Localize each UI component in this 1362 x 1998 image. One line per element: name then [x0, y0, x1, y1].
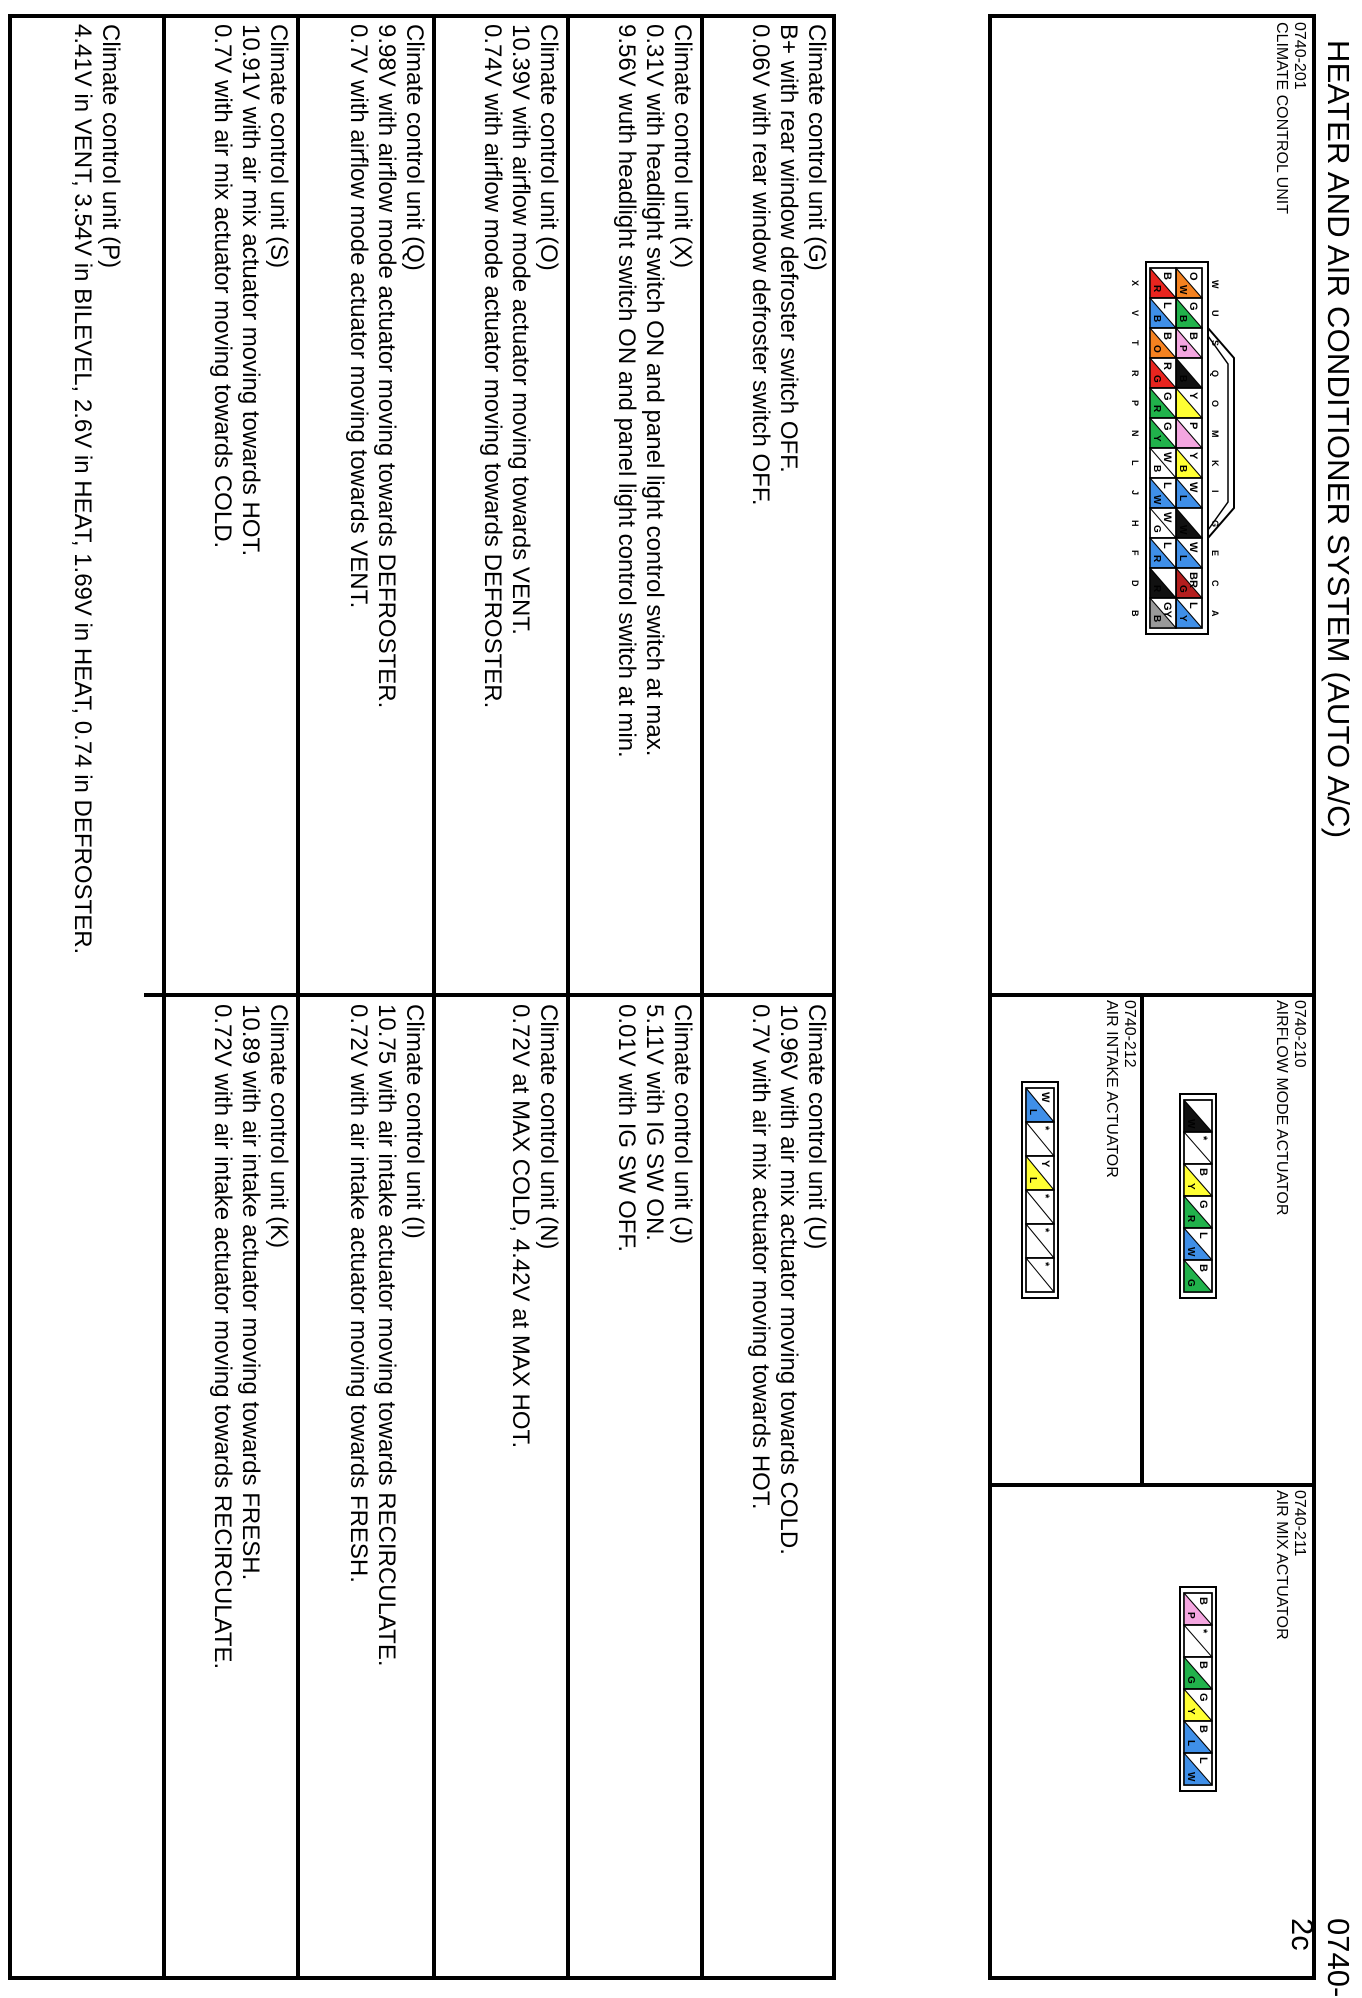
pin-wire-code: L	[1161, 542, 1173, 549]
intake-connector-id: 0740-212	[1121, 1000, 1138, 1068]
airflow-connector-pin	[1184, 1132, 1212, 1164]
pin-letter: L	[1130, 460, 1140, 466]
pin-wire-code: B	[1187, 512, 1199, 520]
ccu-pin	[1176, 478, 1202, 508]
pin-wire-code: G	[1197, 1200, 1209, 1209]
airflow-connector-pin	[1184, 1196, 1212, 1228]
ccu-pin	[1150, 388, 1176, 418]
airmix-connector-pin	[1184, 1721, 1212, 1753]
pin-wire-code: W	[1161, 512, 1173, 523]
note-line: 0.7V with airflow mode actuator moving towards VENT.	[345, 24, 372, 609]
pin-wire-code: *	[1039, 1126, 1051, 1131]
pin-wire-sub: P	[1185, 1612, 1196, 1619]
note-line: 0.72V with air intake actuator moving towards RECIRCULATE.	[209, 1004, 236, 1670]
pin-wire-sub: B	[1151, 315, 1162, 323]
pin-letter: C	[1210, 580, 1220, 587]
note-line: 0.7V with air mix actuator moving towards COLD.	[209, 24, 236, 549]
note-line: Climate control unit (G)	[803, 24, 830, 271]
note-line: 5.11V with IG SW ON.	[641, 1004, 668, 1241]
note-line: 0.72V at MAX COLD, 4.42V at MAX HOT.	[507, 1004, 534, 1449]
intake-connector-pin	[1026, 1156, 1054, 1190]
intake-connector-pin	[1026, 1190, 1054, 1224]
pin-letter: J	[1130, 490, 1140, 496]
pin-wire-code: B	[1197, 1725, 1209, 1733]
airmix-connector-pin	[1184, 1625, 1212, 1657]
note-line: Climate control unit (P)	[97, 24, 124, 269]
pin-wire-code: B	[1161, 332, 1173, 340]
note-line: 9.56V wuth headlight switch ON and panel light control switch at min.	[613, 24, 640, 758]
pin-wire-sub: O	[1151, 345, 1162, 353]
pin-wire-code: P	[1187, 422, 1199, 430]
ccu-pin	[1176, 508, 1202, 538]
pin-wire-sub: P	[1177, 345, 1188, 352]
pin-wire-code: L	[1187, 602, 1199, 609]
note-line: 10.91V with air mix actuator moving towards HOT.	[237, 24, 264, 557]
note-line: 10.96V with air mix actuator moving towards COLD.	[775, 1004, 802, 1555]
airflow-connector-pin	[1184, 1228, 1212, 1260]
ccu-pin	[1176, 598, 1202, 628]
ccu-pin	[1176, 298, 1202, 328]
notes-divider	[144, 993, 836, 997]
ccu-pin	[1150, 538, 1176, 568]
ccu-pin	[1150, 268, 1176, 298]
note-line: Climate control unit (K)	[265, 1004, 292, 1249]
pin-wire-code: G	[1187, 302, 1199, 311]
ccu-connector	[1130, 262, 1234, 634]
pin-letter: X	[1130, 280, 1140, 287]
pin-wire-code: B	[1161, 272, 1173, 280]
pin-wire-code: B	[1197, 1597, 1209, 1605]
airflow-connector-pin	[1184, 1164, 1212, 1196]
note-line: Climate control unit (Q)	[401, 24, 428, 271]
ccu-connector-id: 0740-201	[1291, 22, 1308, 90]
pin-wire-code: G	[1161, 392, 1173, 401]
airflow-connector-id: 0740-210	[1291, 1000, 1308, 1068]
pin-wire-sub: Y	[1185, 1183, 1196, 1190]
ccu-pin	[1150, 418, 1176, 448]
pin-wire-code: B	[1197, 1168, 1209, 1176]
pin-wire-code: L	[1161, 482, 1173, 489]
note-line: 0.72V with air intake actuator moving towards FRESH.	[345, 1004, 372, 1583]
pin-wire-code: G	[1161, 422, 1173, 431]
note-left-5	[208, 24, 292, 556]
notes-row-divider	[566, 14, 570, 1980]
ccu-pin	[1176, 448, 1202, 478]
note-line: Climate control unit (N)	[535, 1004, 562, 1250]
pin-letter: O	[1210, 400, 1220, 408]
pin-wire-sub: G	[1185, 1279, 1196, 1287]
pin-letter: D	[1130, 580, 1140, 587]
pin-wire-sub: L	[1177, 495, 1188, 502]
ccu-pin	[1176, 268, 1202, 298]
pin-wire-sub: W	[1151, 495, 1162, 505]
pin-wire-code: *	[1039, 1194, 1051, 1199]
note-line: 0.7V with air mix actuator moving towards HOT.	[747, 1004, 774, 1510]
note-line: Climate control unit (O)	[535, 24, 562, 271]
pin-letter: U	[1210, 310, 1220, 317]
pin-wire-code: B	[1161, 572, 1173, 580]
pin-letter: Q	[1210, 370, 1220, 378]
pin-wire-code: B	[1197, 1104, 1209, 1112]
note-line: Climate control unit (J)	[669, 1004, 696, 1245]
note-line: Climate control unit (I)	[401, 1004, 428, 1239]
ccu-pin	[1150, 598, 1176, 628]
pin-letter: K	[1210, 460, 1220, 467]
note-left-2	[612, 24, 696, 758]
pin-wire-sub: W	[1185, 1247, 1196, 1257]
pin-wire-sub: B	[1151, 615, 1162, 623]
ccu-pin	[1176, 538, 1202, 568]
pin-wire-code: O	[1187, 272, 1199, 281]
ccu-pin	[1176, 418, 1202, 448]
pin-wire-sub: L	[1185, 1740, 1196, 1747]
pin-wire-sub: L	[1177, 555, 1188, 562]
pin-letter: F	[1130, 550, 1140, 556]
note-line: 0.74V with airflow mode actuator moving towards DEFROSTER.	[479, 24, 506, 709]
pin-letter: T	[1130, 340, 1140, 346]
pin-wire-sub: G	[1151, 525, 1162, 533]
pin-letter: R	[1130, 370, 1140, 377]
pin-wire-sub: R	[1151, 285, 1162, 293]
pin-letter: V	[1130, 310, 1140, 317]
airmix-connector-pin	[1184, 1753, 1212, 1785]
pin-wire-sub: W	[1185, 1119, 1196, 1129]
note-line: 10.75 with air intake actuator moving towards RECIRCULATE.	[373, 1004, 400, 1667]
notes-row-divider	[162, 14, 166, 1980]
pin-wire-code: W	[1187, 482, 1199, 493]
pin-letter: A	[1210, 610, 1220, 617]
ccu-pin	[1176, 388, 1202, 418]
ccu-pin	[1176, 328, 1202, 358]
note-bottom	[68, 24, 124, 954]
pin-wire-sub: R	[1151, 585, 1162, 593]
pin-wire-code: *	[1039, 1228, 1051, 1233]
pin-wire-sub: G	[1151, 375, 1162, 383]
airmix-connector-pin	[1184, 1657, 1212, 1689]
pin-letter: B	[1130, 610, 1140, 617]
note-line: 9.98V with airflow mode actuator moving towards DEFROSTER.	[373, 24, 400, 709]
note-line: 10.39V with airflow mode actuator moving towards VENT.	[507, 24, 534, 635]
pin-letter: I	[1210, 490, 1220, 493]
note-left-3	[478, 24, 562, 708]
ccu-pin	[1150, 568, 1176, 598]
airmix-connector-pin	[1184, 1593, 1212, 1625]
intake-connector-name: AIR INTAKE ACTUATOR	[1103, 1000, 1120, 1178]
pin-wire-sub: B	[1177, 465, 1188, 473]
intake-connector-pin	[1026, 1258, 1054, 1292]
ccu-pin	[1150, 298, 1176, 328]
intake-connector-pin	[1026, 1224, 1054, 1258]
pin-letter: S	[1210, 340, 1220, 347]
ccu-pin	[1150, 328, 1176, 358]
pin-wire-code: Y	[1039, 1160, 1051, 1168]
pin-wire-code: L	[1161, 302, 1173, 309]
airmix-connector-name: AIR MIX ACTUATOR	[1273, 1490, 1290, 1640]
note-line: Climate control unit (U)	[803, 1004, 830, 1250]
pin-wire-code: W	[1187, 542, 1199, 553]
note-line: 10.89 with air intake actuator moving towards FRESH.	[237, 1004, 264, 1581]
pin-letter: E	[1210, 550, 1220, 557]
ccu-pin	[1150, 358, 1176, 388]
ccu-pin	[1176, 358, 1202, 388]
note-right-5	[208, 1004, 292, 1669]
pin-wire-sub: W	[1185, 1772, 1196, 1782]
pin-wire-sub: W	[1177, 525, 1188, 535]
note-line: 0.01V with IG SW OFF.	[613, 1004, 640, 1253]
ccu-connector-name: CLIMATE CONTROL UNIT	[1273, 22, 1290, 215]
pin-wire-sub: L	[1027, 1109, 1038, 1116]
notes-row-divider	[296, 14, 300, 1980]
pin-wire-code: L	[1197, 1757, 1209, 1764]
note-right-2	[612, 1004, 696, 1252]
note-right-4	[344, 1004, 428, 1667]
note-line: 0.31V with headlight switch ON and panel light control switch at max.	[641, 24, 668, 757]
note-line: Climate control unit (X)	[669, 24, 696, 269]
page-number: 0740-2c	[1285, 1918, 1356, 1998]
pin-wire-code: W	[1187, 362, 1199, 373]
ccu-pin	[1176, 568, 1202, 598]
intake-connector-pin	[1026, 1122, 1054, 1156]
intake-connector	[1022, 1082, 1058, 1298]
pin-letter: G	[1210, 520, 1220, 528]
pin-wire-code: B	[1197, 1661, 1209, 1669]
pin-wire-sub: G	[1185, 1676, 1196, 1684]
airflow-connector-pin	[1184, 1100, 1212, 1132]
pin-wire-code: R	[1161, 362, 1173, 370]
pin-wire-sub: B	[1177, 375, 1188, 383]
note-line: 0.06V with rear window defroster switch OFF.	[747, 24, 774, 506]
pin-wire-sub: Y	[1177, 615, 1188, 622]
notes-row-divider	[432, 14, 436, 1980]
pin-wire-code: GY	[1161, 602, 1173, 618]
pin-wire-sub: R	[1185, 1215, 1196, 1223]
pin-letter: N	[1130, 430, 1140, 437]
pin-wire-code: BR	[1187, 572, 1199, 588]
ccu-pin	[1150, 448, 1176, 478]
pin-wire-sub: W	[1177, 285, 1188, 295]
note-line: 4.41V in VENT, 3.54V in BILEVEL, 2.6V in HEAT, 1.69V in HEAT, 0.74 in DEFROSTER.	[69, 24, 96, 955]
notes-row-divider	[700, 14, 704, 1980]
airflow-connector-pin	[1184, 1260, 1212, 1292]
pin-wire-code: *	[1197, 1629, 1209, 1634]
ccu-pin	[1150, 478, 1176, 508]
airmix-connector-pin	[1184, 1689, 1212, 1721]
pin-wire-code: G	[1197, 1693, 1209, 1702]
airmix-connector	[1180, 1587, 1216, 1791]
note-right-1	[746, 1004, 830, 1555]
pin-wire-code: W	[1039, 1092, 1051, 1103]
airflow-connector-name: AIRFLOW MODE ACTUATOR	[1273, 1000, 1290, 1216]
airmix-connector-id: 0740-211	[1291, 1490, 1308, 1557]
page-title: HEATER AND AIR CONDITIONER SYSTEM (AUTO A/C)	[1321, 40, 1356, 839]
pin-wire-sub: L	[1027, 1177, 1038, 1184]
pin-wire-sub: Y	[1151, 435, 1162, 442]
airflow-connector	[1180, 1094, 1216, 1298]
pin-wire-code: B	[1187, 332, 1199, 340]
pin-wire-code: Y	[1187, 392, 1199, 400]
pin-letter: P	[1130, 400, 1140, 407]
pin-wire-code: L	[1197, 1232, 1209, 1239]
pin-letter: H	[1130, 520, 1140, 527]
pin-wire-sub: G	[1177, 585, 1188, 593]
pin-letter: M	[1210, 430, 1220, 438]
pin-wire-sub: Y	[1185, 1708, 1196, 1715]
pin-letter: W	[1210, 280, 1220, 289]
pin-wire-sub: R	[1151, 555, 1162, 563]
note-line: Climate control unit (S)	[265, 24, 292, 269]
note-right-3	[506, 1004, 562, 1448]
pin-wire-code: Y	[1187, 452, 1199, 460]
intake-connector-pin	[1026, 1088, 1054, 1122]
pin-wire-code: *	[1039, 1262, 1051, 1267]
note-left-4	[344, 24, 428, 708]
pin-wire-code: *	[1197, 1136, 1209, 1141]
pin-wire-sub: B	[1177, 315, 1188, 323]
ccu-pin	[1150, 508, 1176, 538]
note-line: B+ with rear window defroster switch OFF.	[775, 24, 802, 473]
pin-wire-sub: R	[1151, 405, 1162, 413]
pin-wire-code: W	[1161, 452, 1173, 463]
pin-wire-sub: B	[1151, 465, 1162, 473]
note-left-1	[746, 24, 830, 506]
pin-wire-code: B	[1197, 1264, 1209, 1272]
